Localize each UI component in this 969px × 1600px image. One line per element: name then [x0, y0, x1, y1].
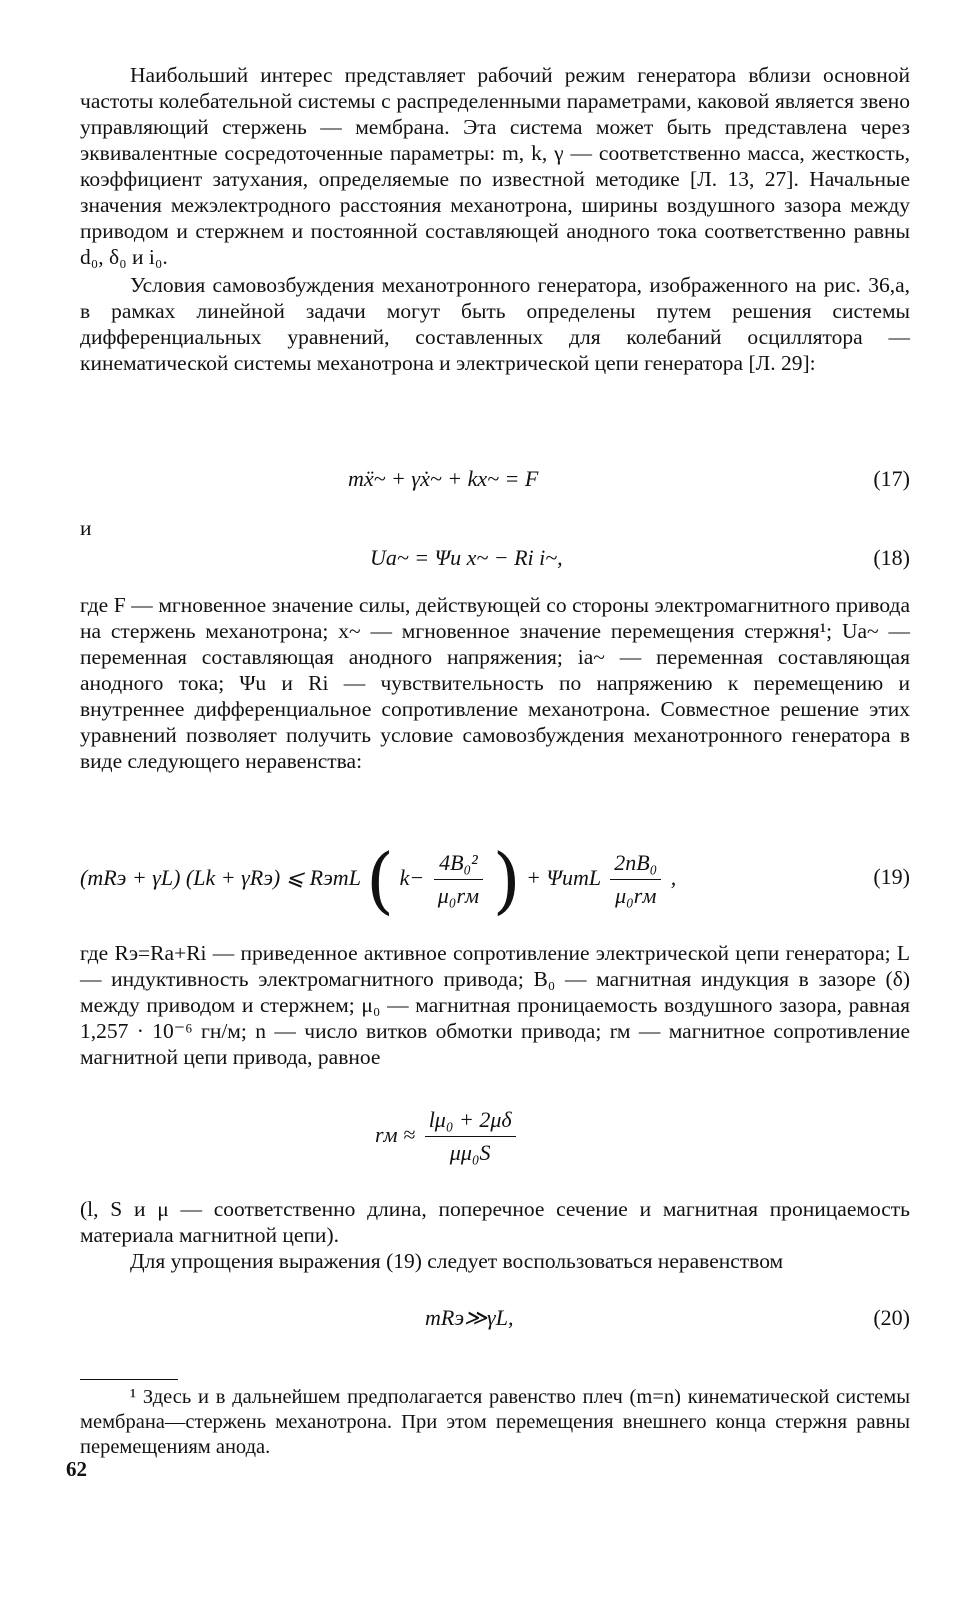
equation-rm-body: [375, 1100, 520, 1170]
equation-19-fraction-2: [610, 849, 661, 910]
equation-rm-denominator: μμ₀S: [449, 1140, 491, 1166]
paragraph-2: Условия самовозбуждения механотронного генератора, изображенного на рис. 36,а, в рамках линейной задачи могут быть определены путем решения системы дифференциальных уравнений, составленных для колебаний осциллятора — кинематической системы механотрона и электрической цепи генератора [Л. 29]:: [80, 273, 910, 375]
paragraph-6: Для упрощения выражения (19) следует воспользоваться неравенством: [130, 1249, 784, 1273]
equation-rm-fraction: [425, 1106, 516, 1167]
equation-18-number: (18): [873, 545, 910, 570]
equation-19-open-paren: (: [366, 837, 395, 922]
equation-19-number: (19): [873, 864, 910, 889]
equation-19-close-paren: ): [492, 837, 521, 922]
equation-20: [80, 1305, 910, 1345]
equation-17: [80, 466, 910, 506]
equation-19-fraction-2-denominator: μ₀rм: [615, 883, 657, 909]
paragraph-4: где Rэ=Ra+Ri — приведенное активное сопротивление электрической цепи генератора; L — индуктивность электромагнитного привода; B₀ — магнитная индукция в зазоре (δ) между приводом и стержнем; μ₀ — магнитная проницаемость воздушного зазора, равная 1,257 · 10⁻⁶ гн/м; n — число витков обмотки привода; rм — магнитное сопротивление магнитной цепи привода, равное: [80, 941, 910, 1069]
main-text-block-1: [80, 62, 910, 376]
footnote-divider: [80, 1379, 178, 1380]
equation-19-k: k−: [399, 865, 425, 890]
equation-19-left: (mRэ + γL) (Lk + γRэ) ⩽ RэmL: [80, 865, 361, 890]
main-text-block-2: [80, 592, 910, 774]
equation-17-body: mẍ~ + γẋ~ + kx~ = F: [348, 466, 539, 491]
equation-17-number: (17): [873, 466, 910, 491]
equation-20-number: (20): [873, 1305, 910, 1330]
equation-19-fraction-1-numerator: 4B₀²: [434, 849, 483, 880]
paragraph-5: (l, S и μ — соответственно длина, поперечное сечение и магнитная проницаемость материала магнитной цепи).: [80, 1197, 910, 1247]
equation-20-body: mRэ≫γL,: [425, 1305, 514, 1330]
conjunction-line: [80, 515, 910, 541]
main-text-block-3: [80, 940, 910, 1070]
page-number: 62: [66, 1457, 87, 1481]
equation-19: [80, 837, 910, 922]
equation-19-mid: + ΨumL: [526, 865, 601, 890]
equation-19-fraction-2-numerator: 2nB₀: [610, 849, 661, 880]
paragraph-1: Наибольший интерес представляет рабочий режим генератора вблизи основной частоты колебательной системы с распределенными параметрами, каковой является звено управляющий стержень — мембрана. Эта система может быть представлена через эквивалентные сосредоточенные параметры: m, k, γ — соответственно масса, жесткость, коэффициент затухания, определяемые по известной методике [Л. 13, 27]. Начальные значения межэлектродного расстояния механотрона, ширины воздушного зазора между приводом и стержнем и постоянной составляющей анодного тока соответственно равны d₀, δ₀ и i₀.: [80, 63, 910, 269]
footnote: [80, 1385, 910, 1460]
main-text-block-4: [80, 1196, 910, 1274]
equation-rm-left: rм ≈: [375, 1122, 416, 1147]
equation-19-tail: ,: [670, 865, 677, 890]
equation-18: [80, 545, 910, 585]
equation-19-fraction-1: [434, 849, 483, 910]
paragraph-3: где F — мгновенное значение силы, действующей со стороны электромагнитного привода на стержень механотрона; x~ — мгновенное значение перемещения стержня¹; Ua~ — переменная составляющая анодного напряжения; ia~ — переменная составляющая анодного тока; Ψu и Ri — чувствительность по напряжению к перемещению и внутреннее дифференциальное сопротивление механотрона. Совместное решение этих уравнений позволяет получить условие самовозбуждения механотронного генератора в виде следующего неравенства:: [80, 593, 910, 773]
equation-18-body: Ua~ = Ψu x~ − Ri i~,: [370, 545, 563, 570]
equation-rm: [80, 1100, 910, 1170]
equation-rm-numerator: lμ₀ + 2μδ: [425, 1106, 516, 1137]
equation-19-body: [80, 837, 677, 922]
equation-19-fraction-1-denominator: μ₀rм: [437, 883, 480, 909]
footnote-text: ¹ Здесь и в дальнейшем предполагается равенство плеч (m=n) кинематической системы мембрана—стержень механотрона. При этом перемещения внешнего конца стержня равны перемещениям анода.: [80, 1386, 910, 1458]
conjunction: и: [80, 516, 92, 540]
